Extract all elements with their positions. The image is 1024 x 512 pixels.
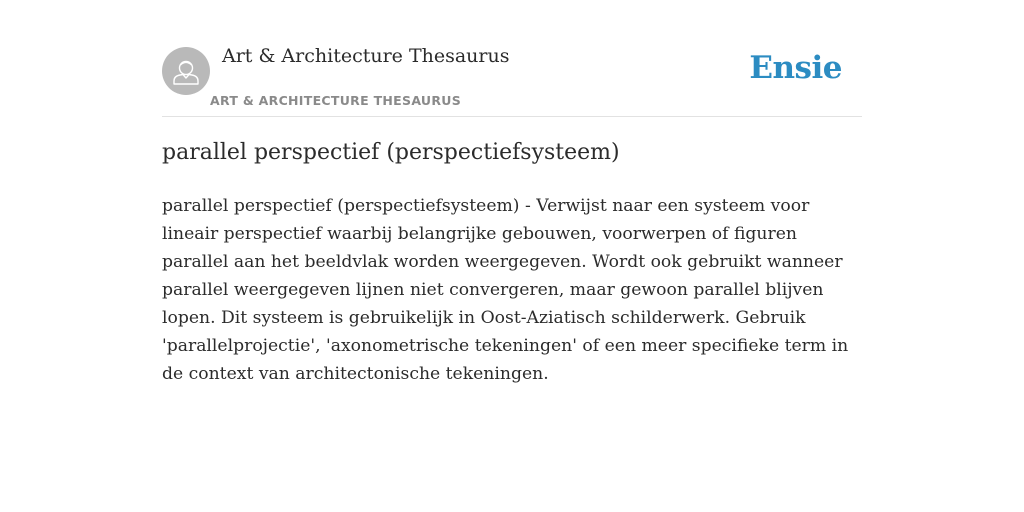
entry-card bbox=[162, 0, 862, 384]
user-icon bbox=[162, 47, 210, 95]
entry-title: parallel perspectief (perspectiefsysteem) bbox=[162, 140, 620, 165]
source-name[interactable]: Art & Architecture Thesaurus bbox=[222, 45, 510, 67]
entry-header bbox=[162, 0, 862, 117]
avatar[interactable] bbox=[162, 47, 210, 95]
source-label[interactable]: ART & ARCHITECTURE THESAURUS bbox=[210, 93, 462, 108]
entry-definition: parallel perspectief (perspectiefsysteem) - Verwijst naar een systeem voor lineair perspectief waarbij belangrijke gebouwen, voorwerpen of figuren parallel aan het beeldvlak worden weergegeven. Wordt ook gebruikt wanneer parallel weergegeven lijnen niet convergeren, maar gewoon parallel blijven lopen. Dit systeem is gebruikelijk in Oost-Aziatisch schilderwerk. Gebruik 'parallelprojectie', 'axonometrische tekeningen' of een meer specifieke term in de context van architectonische tekeningen. bbox=[162, 196, 849, 384]
brand-logo[interactable]: Ensie bbox=[749, 50, 842, 86]
